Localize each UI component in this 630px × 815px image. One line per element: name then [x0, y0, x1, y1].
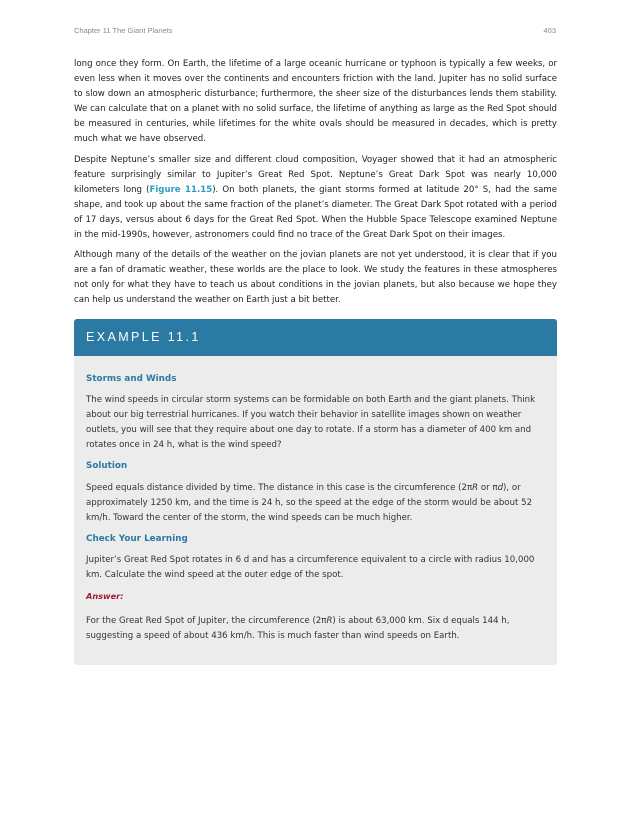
example-heading-solution: Solution — [86, 461, 128, 472]
paragraph-red-spot-lifetime: long once they form. On Earth, the lifetime of a large oceanic hurricane or typhoon is typically a few weeks, or even less when it moves over the continents and encounters friction with the land. Jupiter has no solid surface to slow down an atmospheric disturbance; furthermore, the sheer size of the disturbances lends them stability. We can calculate that on a planet with no solid surface, the lifetime of anything as large as the Red Spot should be measured in centuries, while lifetimes for the white ovals should be measured in decades, which is pretty much what we have observed. — [74, 59, 557, 145]
figure-link[interactable]: Figure 11.15 — [149, 184, 213, 195]
paragraph-dramatic-weather: Although many of the details of the weather on the jovian planets are not yet understood, it is clear that if you are a fan of dramatic weather, these worlds are the place to look. We study the features in these atmospheres not only for what they have to teach us about conditions in the jovian planets, but also because we hope they can help us understand the weather on Earth just a bit better. — [74, 250, 557, 306]
answer-text: For the Great Red Spot of Jupiter, the circumference (2π — [86, 616, 327, 627]
chapter-title: Chapter 11 The Giant Planets — [74, 26, 173, 35]
radius-variable: R — [326, 616, 333, 627]
radius-variable: R — [472, 482, 479, 493]
example-solution-text — [86, 481, 545, 526]
solution-text: or π — [478, 482, 498, 493]
running-header — [74, 26, 556, 38]
example-heading-check: Check Your Learning — [86, 533, 188, 544]
solution-text: Speed equals distance divided by time. The distance in this case is the circumference (2π — [86, 482, 473, 493]
paragraph-text: Despite Neptune’s smaller size and different cloud composition, Voyager showed that it had an atmospheric feature surprisingly similar to Jupiter’s Great Red Spot. Neptune’s Great Dark Spot was nearly 10,000 kilometers long ( — [74, 154, 557, 195]
example-problem-text: The wind speeds in circular storm systems can be formidable on both Earth and the giant planets. Think about our big terrestrial hurricanes. If you watch their behavior in satellite images shown on weather outlets, you will see that they require about one day to rotate. If a storm has a diameter of 400 km and rotates once in 24 h, what is the wind speed? — [86, 395, 536, 451]
example-title: EXAMPLE 11.1 — [74, 319, 557, 356]
answer-label: Answer: — [86, 591, 124, 602]
example-check-text: Jupiter’s Great Red Spot rotates in 6 d and has a circumference equivalent to a circle with radius 10,000 km. Calculate the wind speed at the outer edge of the spot. — [86, 554, 535, 581]
paragraph-great-dark-spot — [74, 153, 557, 244]
paragraph-text: ). On both planets, the giant storms formed at latitude 20° S, had the same shape, and took up about the same fraction of the planet’s diameter. The Great Dark Spot rotated with a period of 17 days, versus about 6 days for the Great Red Spot. When the Hubble Space Telescope examined Neptune in the mid-1990s, however, astronomers could find no trace of the Great Dark Spot on their images. — [74, 184, 557, 241]
solution-text: ), or approximately 1250 km, and the time is 24 h, so the speed at the edge of the storm would be about 52 km/h. Toward the center of the storm, the wind speeds can be much higher. — [86, 482, 533, 523]
answer-text: ) is about 63,000 km. Six d equals 144 h, suggesting a speed of about 436 km/h. This is much faster than wind speeds on Earth. — [86, 616, 510, 642]
example-content — [74, 356, 557, 644]
page-number: 403 — [543, 26, 556, 35]
diameter-variable: d — [497, 482, 504, 493]
example-heading-problem: Storms and Winds — [86, 374, 177, 384]
example-answer-text — [86, 614, 545, 644]
example-box — [74, 319, 557, 665]
body-text — [74, 57, 557, 314]
